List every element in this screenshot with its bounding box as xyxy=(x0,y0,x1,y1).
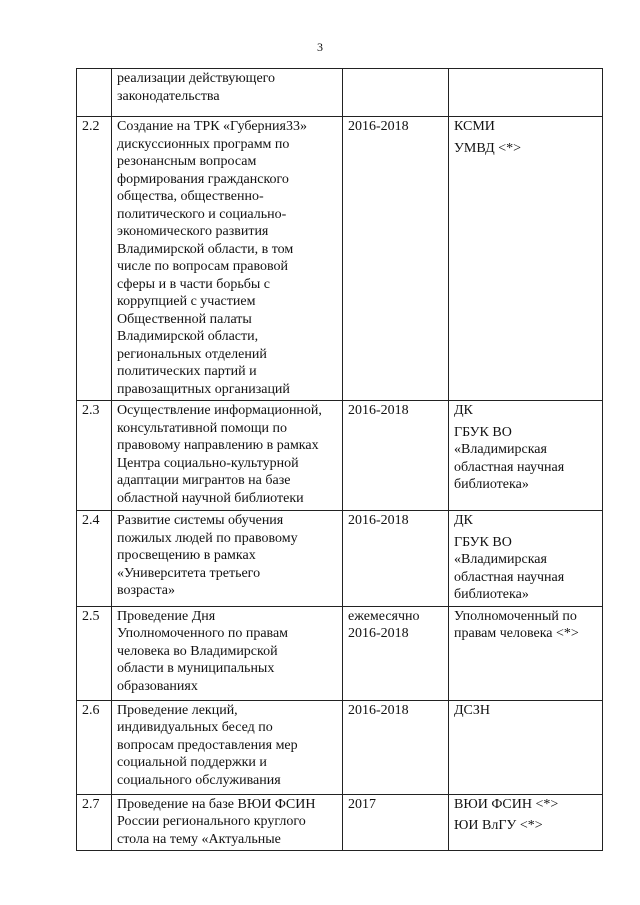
period-cell: 2017 xyxy=(343,794,449,851)
activity-cell: Создание на ТРК «Губерния33» дискуссионных программ по резонансным вопросам формирования гражданского общества, общественно- политического и социально- экономического развития Владимирской области, в том числе по вопросам правовой сферы и в части борьбы с коррупцией с участием Общественной палаты Владимирской области, региональных отделений политических партий и правозащитных организаций xyxy=(112,117,343,401)
period-cell: 2016-2018 xyxy=(343,700,449,794)
table-row xyxy=(77,117,603,401)
table-row xyxy=(77,606,603,700)
table-row xyxy=(77,700,603,794)
executor-name: КСМИ xyxy=(454,119,495,134)
executor-name: ГБУК ВО «Владимирская областная научная библиотека» xyxy=(454,424,565,492)
executor-cell xyxy=(449,69,603,117)
executor-name: УМВД <*> xyxy=(454,140,522,156)
table-row xyxy=(77,69,603,117)
row-number: 2.7 xyxy=(77,794,112,851)
executor-name: ДСЗН xyxy=(454,702,491,718)
executor-cell xyxy=(449,117,603,401)
row-number: 2.4 xyxy=(77,511,112,607)
activity-cell: реализации действующего законодательства xyxy=(112,69,343,117)
executor-name: ДК xyxy=(454,513,473,528)
activity-cell: Проведение на базе ВЮИ ФСИН России регионального круглого стола на тему «Актуальные xyxy=(112,794,343,851)
measures-table xyxy=(76,68,603,851)
executor-name: Уполномоченный по правам человека <*> xyxy=(454,608,579,641)
row-number xyxy=(77,69,112,117)
executor-cell xyxy=(449,511,603,607)
executor-cell xyxy=(449,401,603,511)
row-number: 2.5 xyxy=(77,606,112,700)
activity-cell: Проведение Дня Уполномоченного по правам человека во Владимирской области в муниципальных образованиях xyxy=(112,606,343,700)
page-number: 3 xyxy=(317,40,323,54)
period-cell: 2016-2018 xyxy=(343,117,449,401)
period-cell: ежемесячно 2016-2018 xyxy=(343,606,449,700)
table-row xyxy=(77,794,603,851)
executor-cell xyxy=(449,606,603,700)
period-cell: 2016-2018 xyxy=(343,511,449,607)
executor-cell xyxy=(449,700,603,794)
activity-cell: Осуществление информационной, консультативной помощи по правовому направлению в рамках Центра социально-культурной адаптации мигрантов на базе областной научной библиотеки xyxy=(112,401,343,511)
executor-name: ЮИ ВлГУ <*> xyxy=(454,818,543,833)
executor-name: ВЮИ ФСИН <*> xyxy=(454,796,559,812)
executor-cell xyxy=(449,794,603,851)
row-number: 2.3 xyxy=(77,401,112,511)
executor-name: ГБУК ВО «Владимирская областная научная библиотека» xyxy=(454,534,565,602)
table-row xyxy=(77,401,603,511)
period-cell xyxy=(343,69,449,117)
table-row xyxy=(77,511,603,607)
executor-name: ДК xyxy=(454,403,473,418)
row-number: 2.6 xyxy=(77,700,112,794)
activity-cell: Развитие системы обучения пожилых людей по правовому просвещению в рамках «Университета третьего возраста» xyxy=(112,511,343,607)
period-cell: 2016-2018 xyxy=(343,401,449,511)
activity-cell: Проведение лекций, индивидуальных бесед по вопросам предоставления мер социальной поддержки и социального обслуживания xyxy=(112,700,343,794)
row-number: 2.2 xyxy=(77,117,112,401)
